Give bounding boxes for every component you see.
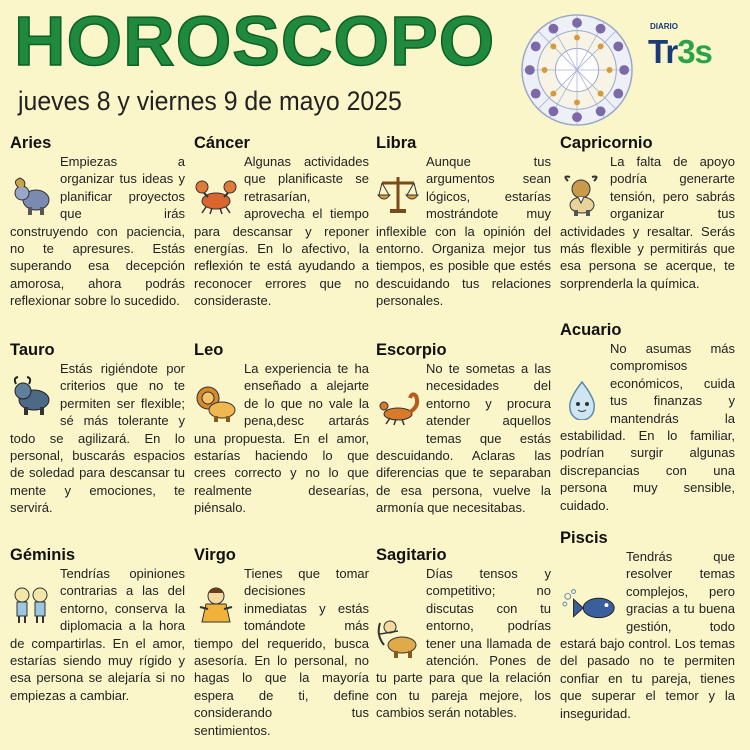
goat-icon (560, 175, 606, 219)
logo-brand (648, 33, 712, 71)
scales-icon (376, 173, 422, 217)
page-title: HOROSCOPO (14, 2, 496, 80)
sign-text: Días tensos y competitivo; no discutas con tu entorno, podrías tener una llamada de atención. Pones de tu parte para que la relación con tu pareja mejore, los cambios serán notables. (376, 566, 551, 721)
sign-cancer (194, 133, 369, 310)
sign-title: Libra (376, 134, 417, 152)
water-drop-icon (560, 378, 606, 422)
sign-capricornio (560, 133, 735, 292)
masthead (0, 0, 750, 128)
date-subtitle: jueves 8 y viernes 9 de mayo 2025 (18, 86, 402, 116)
sign-title: Tauro (10, 341, 55, 359)
sign-acuario (560, 320, 735, 514)
sign-text: Empiezas a organizar tus ideas y planificar proyectos que irás construyendo con paciencia, no te apresures. Estás superando esa decepción amorosa, ahora podrás reflexionar sobre lo sucedido. (10, 154, 185, 309)
sign-text: La falta de apoyo podría generarte tensión, pero sabrás organizar tus actividades y resaltar. Serás más flexible y permitirás que esa persona se acerque, te sorprenderla la química. (560, 154, 735, 291)
sign-text: La experiencia te ha enseñado a alejarte de lo que no vale la pena,desc artarás una propuesta. En el amor, estarías haciendo lo que crees correcto y no lo que realmente desearías, piénsalo. (194, 361, 369, 516)
logo-brand-part-a: Tr (648, 33, 678, 70)
ram-icon (10, 175, 56, 219)
sign-tauro (10, 340, 185, 517)
sign-text: Aunque tus argumentos sean lógicos, estarías mostrándote muy inflexible con la opinión del entorno. Organiza mejor tus tiempos, es posible que estés descuidando tus relaciones personales. (376, 154, 551, 309)
sign-libra (376, 133, 551, 310)
sign-geminis (10, 545, 185, 704)
sign-text: Tendrás que resolver temas complejos, pero gracias a tu buena gestión, todo estará bajo control. Los temas del pasado no te permiten confiar en tu pareja, tienes que superar el temor y la inseguridad. (560, 549, 735, 721)
sign-title: Cáncer (194, 134, 250, 152)
sign-text: Estás rigiéndote por criterios que no te permiten ser flexible; sé más tolerante y todo se agilizará. En lo personal, buscarás espacios de soledad para descansar tu mente y emociones, te servirá. (10, 361, 185, 516)
twins-icon (10, 583, 56, 627)
sign-leo (194, 340, 369, 517)
sign-title: Capricornio (560, 134, 653, 152)
sign-title: Escorpio (376, 341, 447, 359)
sign-piscis (560, 528, 735, 722)
sign-escorpio (376, 340, 551, 517)
sign-title: Sagitario (376, 546, 447, 564)
sign-title: Acuario (560, 321, 622, 339)
sign-virgo (194, 545, 369, 739)
sign-title: Aries (10, 134, 52, 152)
crab-icon (194, 175, 240, 219)
sign-text: Tendrías opiniones contrarias a las del entorno, conserva la diplomacia a la hora de compartirlas. En el amor, estarías siendo muy rígido y esa persona se alejaría si no empiezas a cambiar. (10, 566, 185, 703)
logo-brand-part-b: 3s (677, 33, 712, 70)
sign-sagitario (376, 545, 551, 722)
zodiac-wheel-icon (518, 12, 636, 128)
maiden-icon (194, 585, 240, 629)
sign-title: Virgo (194, 546, 236, 564)
fish-icon (560, 586, 622, 630)
scorpion-icon (376, 386, 422, 430)
sign-title: Piscis (560, 529, 608, 547)
logo-diario-label: DIARIO (650, 22, 678, 31)
archer-icon (376, 617, 422, 661)
diario-tres-logo (646, 16, 728, 76)
sign-aries (10, 133, 185, 310)
bull-icon (10, 374, 56, 418)
lion-icon (194, 382, 240, 426)
sign-title: Géminis (10, 546, 76, 564)
sign-title: Leo (194, 341, 224, 359)
sign-text: Tienes que tomar decisiones inmediatas y estás tomándote más tiempo del requerido, busca asesoría. En lo personal, no hagas lo que la mayoría espera de ti, define considerando tus sentimientos. (194, 566, 369, 738)
sign-text: No asumas más compromisos económicos, cuida tus finanzas y mantendrás la estabilidad. En lo familiar, podrían surgir algunas discrepancias con una persona muy sensible, cuidado. (560, 341, 735, 513)
sign-text: No te sometas a las necesidades del entorno y procura atender aquellos temas que estás descuidando. Aclaras las diferencias que te separaban de esa persona, vuelve la armonía que necesitabas. (376, 361, 551, 516)
sign-text: Algunas actividades que planificaste se retrasarían, aprovecha el tiempo para descansar y reponer energías. En lo afectivo, la reflexión te está ayudando a reconocer errores que no consideraste. (194, 154, 369, 309)
